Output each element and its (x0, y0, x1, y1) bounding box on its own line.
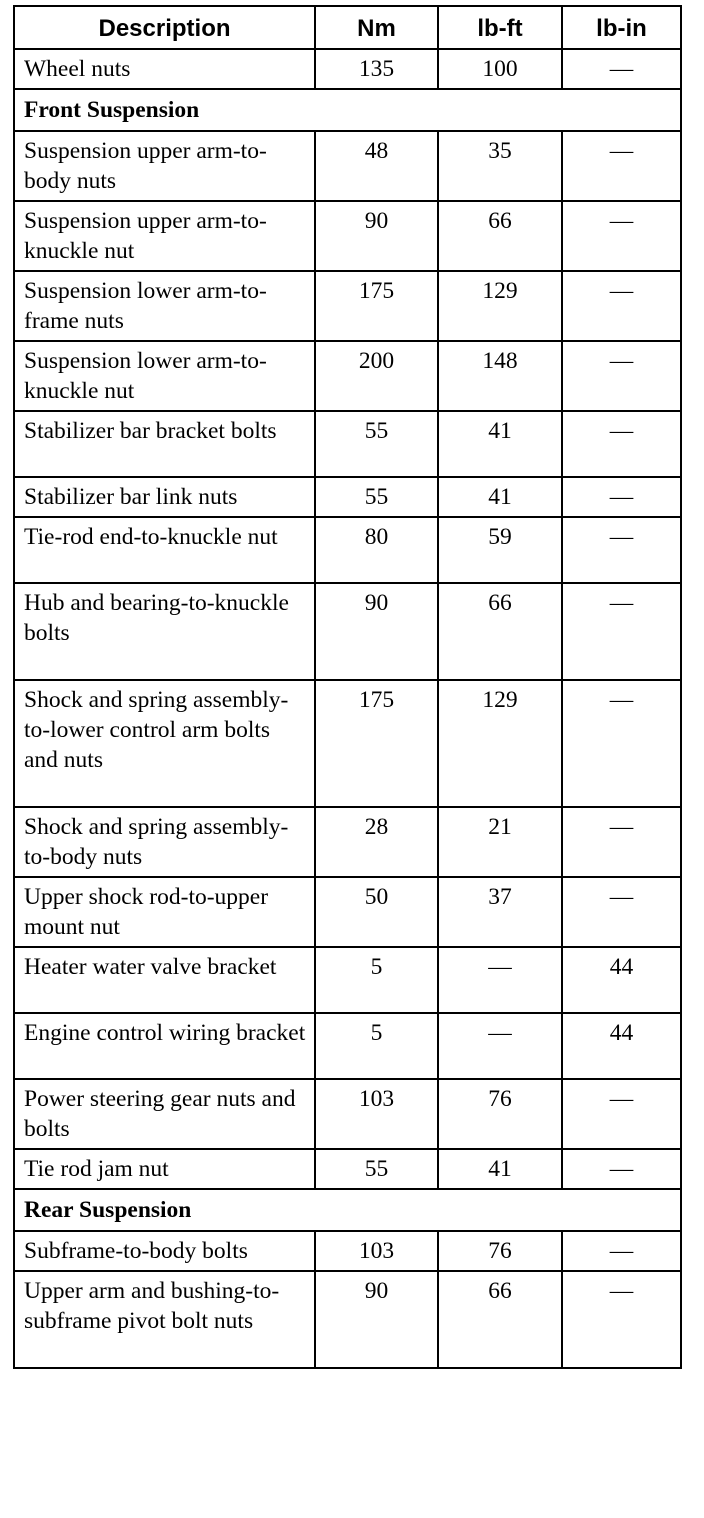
row-nm: 80 (315, 517, 438, 583)
row-description: Heater water valve bracket (14, 947, 315, 1013)
table-row (14, 583, 681, 680)
row-description: Tie-rod end-to-knuckle nut (14, 517, 315, 583)
row-description: Subframe-to-body bolts (14, 1231, 315, 1271)
row-nm: 5 (315, 1013, 438, 1079)
table-row (14, 517, 681, 583)
row-lbft: 21 (438, 807, 562, 877)
row-nm: 55 (315, 1149, 438, 1189)
table-row (14, 807, 681, 877)
section-row-front (14, 89, 681, 131)
row-lbin: — (562, 807, 681, 877)
row-lbin: — (562, 341, 681, 411)
row-lbin: — (562, 517, 681, 583)
header-nm: Nm (315, 6, 438, 49)
table-row (14, 1149, 681, 1189)
row-lbft: 35 (438, 131, 562, 201)
row-nm: 90 (315, 1271, 438, 1368)
torque-spec-table (13, 5, 682, 1369)
row-lbin: — (562, 1231, 681, 1271)
row-nm: 48 (315, 131, 438, 201)
row-description: Upper shock rod-to-upper mount nut (14, 877, 315, 947)
row-nm: 175 (315, 271, 438, 341)
table-row (14, 1231, 681, 1271)
row-description: Suspension upper arm-to-body nuts (14, 131, 315, 201)
table-row (14, 201, 681, 271)
row-description: Stabilizer bar link nuts (14, 477, 315, 517)
row-lbft: 66 (438, 583, 562, 680)
row-lbin: — (562, 201, 681, 271)
row-description: Tie rod jam nut (14, 1149, 315, 1189)
section-row-rear (14, 1189, 681, 1231)
row-lbin: — (562, 131, 681, 201)
row-lbft: 41 (438, 1149, 562, 1189)
table-row (14, 411, 681, 477)
header-lbft: lb-ft (438, 6, 562, 49)
row-lbft: 129 (438, 680, 562, 807)
row-lbft: 129 (438, 271, 562, 341)
header-row (14, 6, 681, 49)
row-description: Stabilizer bar bracket bolts (14, 411, 315, 477)
row-lbft: 76 (438, 1079, 562, 1149)
row-lbin: 44 (562, 1013, 681, 1079)
row-lbin: — (562, 49, 681, 89)
header-lbin: lb-in (562, 6, 681, 49)
row-description: Shock and spring assembly-to-lower control arm bolts and nuts (14, 680, 315, 807)
row-description: Suspension upper arm-to-knuckle nut (14, 201, 315, 271)
table-row (14, 680, 681, 807)
row-lbft: 37 (438, 877, 562, 947)
row-description: Engine control wiring bracket (14, 1013, 315, 1079)
row-nm: 55 (315, 411, 438, 477)
row-lbin: — (562, 477, 681, 517)
row-nm: 90 (315, 201, 438, 271)
row-lbin: — (562, 1149, 681, 1189)
row-lbin: 44 (562, 947, 681, 1013)
table-row (14, 1013, 681, 1079)
row-lbin: — (562, 411, 681, 477)
row-lbin: — (562, 1271, 681, 1368)
row-description: Power steering gear nuts and bolts (14, 1079, 315, 1149)
table-row (14, 1079, 681, 1149)
row-lbin: — (562, 877, 681, 947)
row-lbft: 100 (438, 49, 562, 89)
row-lbft: 59 (438, 517, 562, 583)
row-lbft: 76 (438, 1231, 562, 1271)
row-lbft: 66 (438, 201, 562, 271)
table-row (14, 271, 681, 341)
row-lbft: 148 (438, 341, 562, 411)
row-nm: 200 (315, 341, 438, 411)
row-lbft: 41 (438, 411, 562, 477)
row-nm: 5 (315, 947, 438, 1013)
row-lbft: — (438, 947, 562, 1013)
row-description: Shock and spring assembly-to-body nuts (14, 807, 315, 877)
row-description: Upper arm and bushing-to-subframe pivot bolt nuts (14, 1271, 315, 1368)
row-description: Suspension lower arm-to-knuckle nut (14, 341, 315, 411)
row-nm: 90 (315, 583, 438, 680)
row-lbin: — (562, 583, 681, 680)
row-description: Suspension lower arm-to-frame nuts (14, 271, 315, 341)
row-lbin: — (562, 680, 681, 807)
row-nm: 135 (315, 49, 438, 89)
row-nm: 55 (315, 477, 438, 517)
table-row (14, 477, 681, 517)
row-lbft: 41 (438, 477, 562, 517)
header-description: Description (14, 6, 315, 49)
row-description: Wheel nuts (14, 49, 315, 89)
row-nm: 103 (315, 1231, 438, 1271)
table-row (14, 49, 681, 89)
table-row (14, 877, 681, 947)
section-heading: Rear Suspension (14, 1189, 681, 1231)
row-lbin: — (562, 1079, 681, 1149)
row-nm: 50 (315, 877, 438, 947)
table-row (14, 341, 681, 411)
row-nm: 103 (315, 1079, 438, 1149)
row-nm: 28 (315, 807, 438, 877)
row-lbin: — (562, 271, 681, 341)
table-row (14, 1271, 681, 1368)
row-nm: 175 (315, 680, 438, 807)
section-heading: Front Suspension (14, 89, 681, 131)
row-lbft: — (438, 1013, 562, 1079)
table-row (14, 947, 681, 1013)
row-description: Hub and bearing-to-knuckle bolts (14, 583, 315, 680)
table-row (14, 131, 681, 201)
row-lbft: 66 (438, 1271, 562, 1368)
